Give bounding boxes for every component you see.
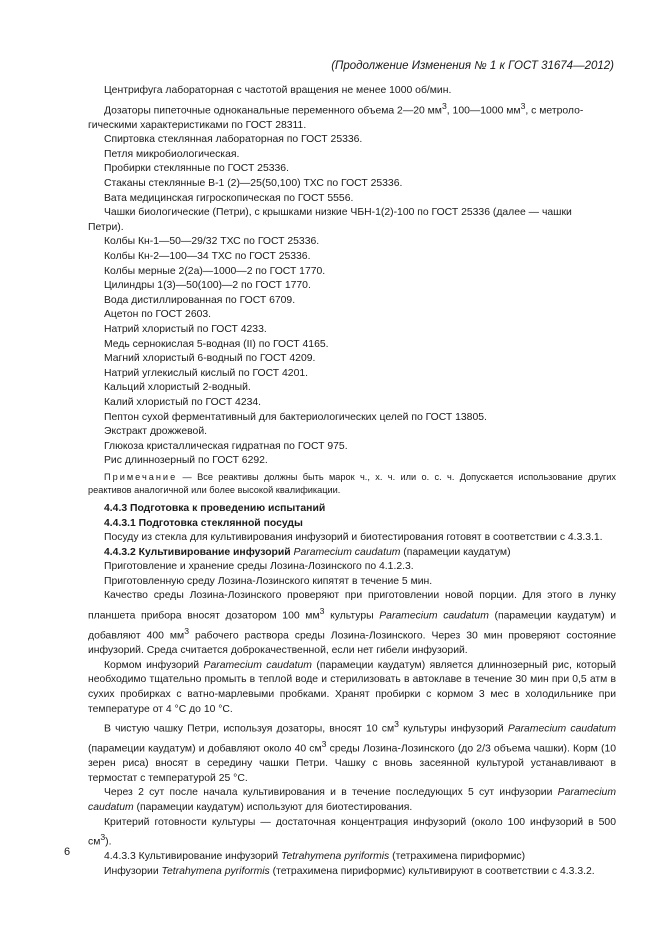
equipment-line: Цилиндры 1(3)—50(100)—2 по ГОСТ 1770. <box>104 280 311 292</box>
equipment-line: Колбы Кн-2—100—34 ТХС по ГОСТ 25336. <box>104 251 311 262</box>
document-body <box>88 84 616 880</box>
page-header: (Продолжение Изменения № 1 к ГОСТ 31674—2012) <box>331 60 614 72</box>
paragraph: Критерий готовности культуры — достаточная концентрация инфузорий (около 100 инфузорий в 500 $см^3$). <box>88 816 616 848</box>
reagent-line: Глюкоза кристаллическая гидратная по ГОСТ 975. <box>104 440 348 452</box>
reagent-line: Ацетон по ГОСТ 2603. <box>104 309 212 321</box>
equipment-line: Колбы Кн-1—50—29/32 ТХС по ГОСТ 25336. <box>104 236 320 248</box>
paragraph: Качество среды Лозина-Лозинского проверяют при приготовлении новой порции. Для этого в лунку планшета прибора вносят дозатором 100 $мм^3$ культуры Paramecium caudatum (парамеции каудатум) и добавляют 400 $мм^3$ рабочего раствора среды Лозина-Лозинского. Через 30 мин проверяют состояние инфузорий. Среда считается доброкачественной, если нет гибели инфузорий. <box>88 590 617 657</box>
reagent-line: Калий хлористый по ГОСТ 4234. <box>104 396 262 408</box>
equipment-line: Вата медицинская гигроскопическая по ГОСТ 5556. <box>104 192 354 204</box>
reagent-line: Рис длиннозерный по ГОСТ 6292. <box>104 455 268 467</box>
reagent-line: Пептон сухой ферментативный для бактериологических целей по ГОСТ 13805. <box>104 411 487 423</box>
equipment-line: Дозаторы пипеточные одноканальные переменного объема 2—20 $мм^3$, 100—1000 $мм^3$, с метроло- <box>104 100 584 117</box>
paragraph: Приготовленную среду Лозина-Лозинского кипятят в течение 5 мин. <box>104 575 433 587</box>
reagents-note <box>88 471 616 497</box>
paragraph: Кормом инфузорий Paramecium caudatum (парамеции каудатум) является длиннозерный рис, который необходимо тщательно промыть в теплой воде и стерилизовать в автоклаве в течение 30 мин при 0,5 атм в сухих пробирках с ватно-марлевыми пробками. Хранят пробирки с кормом 3 мес в холодильнике при температуре от 4 °С до 10 °С. <box>88 659 617 715</box>
section-heading-4-4-3: 4.4.3 Подготовка к проведению испытаний <box>104 502 326 514</box>
equipment-line: Центрифуга лабораторная с частотой вращения не менее 1000 об/мин. <box>104 85 452 96</box>
note-text: — Все реактивы должны быть марок ч., х. ч. или о. с. ч. Допускается использование других реактивов аналогичной или более высокой квалификации. <box>88 471 616 495</box>
section-heading-4-4-3-3: 4.4.3.3 Культивирование инфузорий Tetrahymena pyriformis (тетрахимена пириформис) <box>104 851 526 863</box>
equipment-line: Пробирки стеклянные по ГОСТ 25336. <box>104 163 289 175</box>
paragraph: Приготовление и хранение среды Лозина-Лозинского по 4.1.2.3. <box>104 561 414 573</box>
reagent-line: Кальций хлористый 2-водный. <box>104 382 251 394</box>
equipment-line: Петри). <box>88 221 124 233</box>
paragraph: Посуду из стекла для культивирования инфузорий и биотестирования готовят в соответствии с 4.3.3.1. <box>104 532 603 544</box>
equipment-line: Петля микробиологическая. <box>104 148 240 160</box>
reagent-line: Медь сернокислая 5-водная (II) по ГОСТ 4165. <box>104 338 329 350</box>
reagent-line: Экстракт дрожжевой. <box>104 426 208 438</box>
equipment-line: Чашки биологические (Петри), с крышками низкие ЧБН-1(2)-100 по ГОСТ 25336 (далее — чашки <box>104 207 572 219</box>
equipment-line: гическими характеристиками по ГОСТ 28311. <box>88 119 307 131</box>
note-label: Примечание <box>104 471 178 482</box>
paragraph: В чистую чашку Петри, используя дозаторы, вносят 10 $см^3$ культуры инфузорий Paramecium caudatum (парамеции каудатум) и добавляют около 40 $см^3$ среды Лозина-Лозинского (до 2/3 объема чашки). Корм (10 зерен риса) вносят в середину чашки Петри. Чашку с вновь засеянной культурой устанавливают в термостат с температурой 25 °С. <box>88 719 617 784</box>
reagent-line: Вода дистиллированная по ГОСТ 6709. <box>104 294 296 306</box>
paragraph: Через 2 сут после начала культивирования и в течение последующих 5 сут инфузории Paramecium caudatum (парамеции каудатум) используют для биотестирования. <box>88 787 616 814</box>
reagent-line: Натрий хлористый по ГОСТ 4233. <box>104 323 267 335</box>
reagent-line: Магний хлористый 6-водный по ГОСТ 4209. <box>104 353 316 365</box>
section-heading-4-4-3-1: 4.4.3.1 Подготовка стеклянной посуды <box>104 517 303 529</box>
paragraph: Инфузории Tetrahymena pyriformis (тетрахимена пириформис) культивируют в соответствии с 4.3.3.2. <box>104 865 595 877</box>
page-number: 6 <box>64 846 71 858</box>
reagent-line: Натрий углекислый кислый по ГОСТ 4201. <box>104 367 309 379</box>
equipment-line: Стаканы стеклянные В-1 (2)—25(50,100) ТХС по ГОСТ 25336. <box>104 178 403 190</box>
section-heading-4-4-3-2: 4.4.3.2 Культивирование инфузорий Paramecium caudatum (парамеции каудатум) <box>104 546 511 558</box>
equipment-line: Колбы мерные 2(2а)—1000—2 по ГОСТ 1770. <box>104 265 326 277</box>
equipment-line: Спиртовка стеклянная лабораторная по ГОСТ 25336. <box>104 134 363 146</box>
